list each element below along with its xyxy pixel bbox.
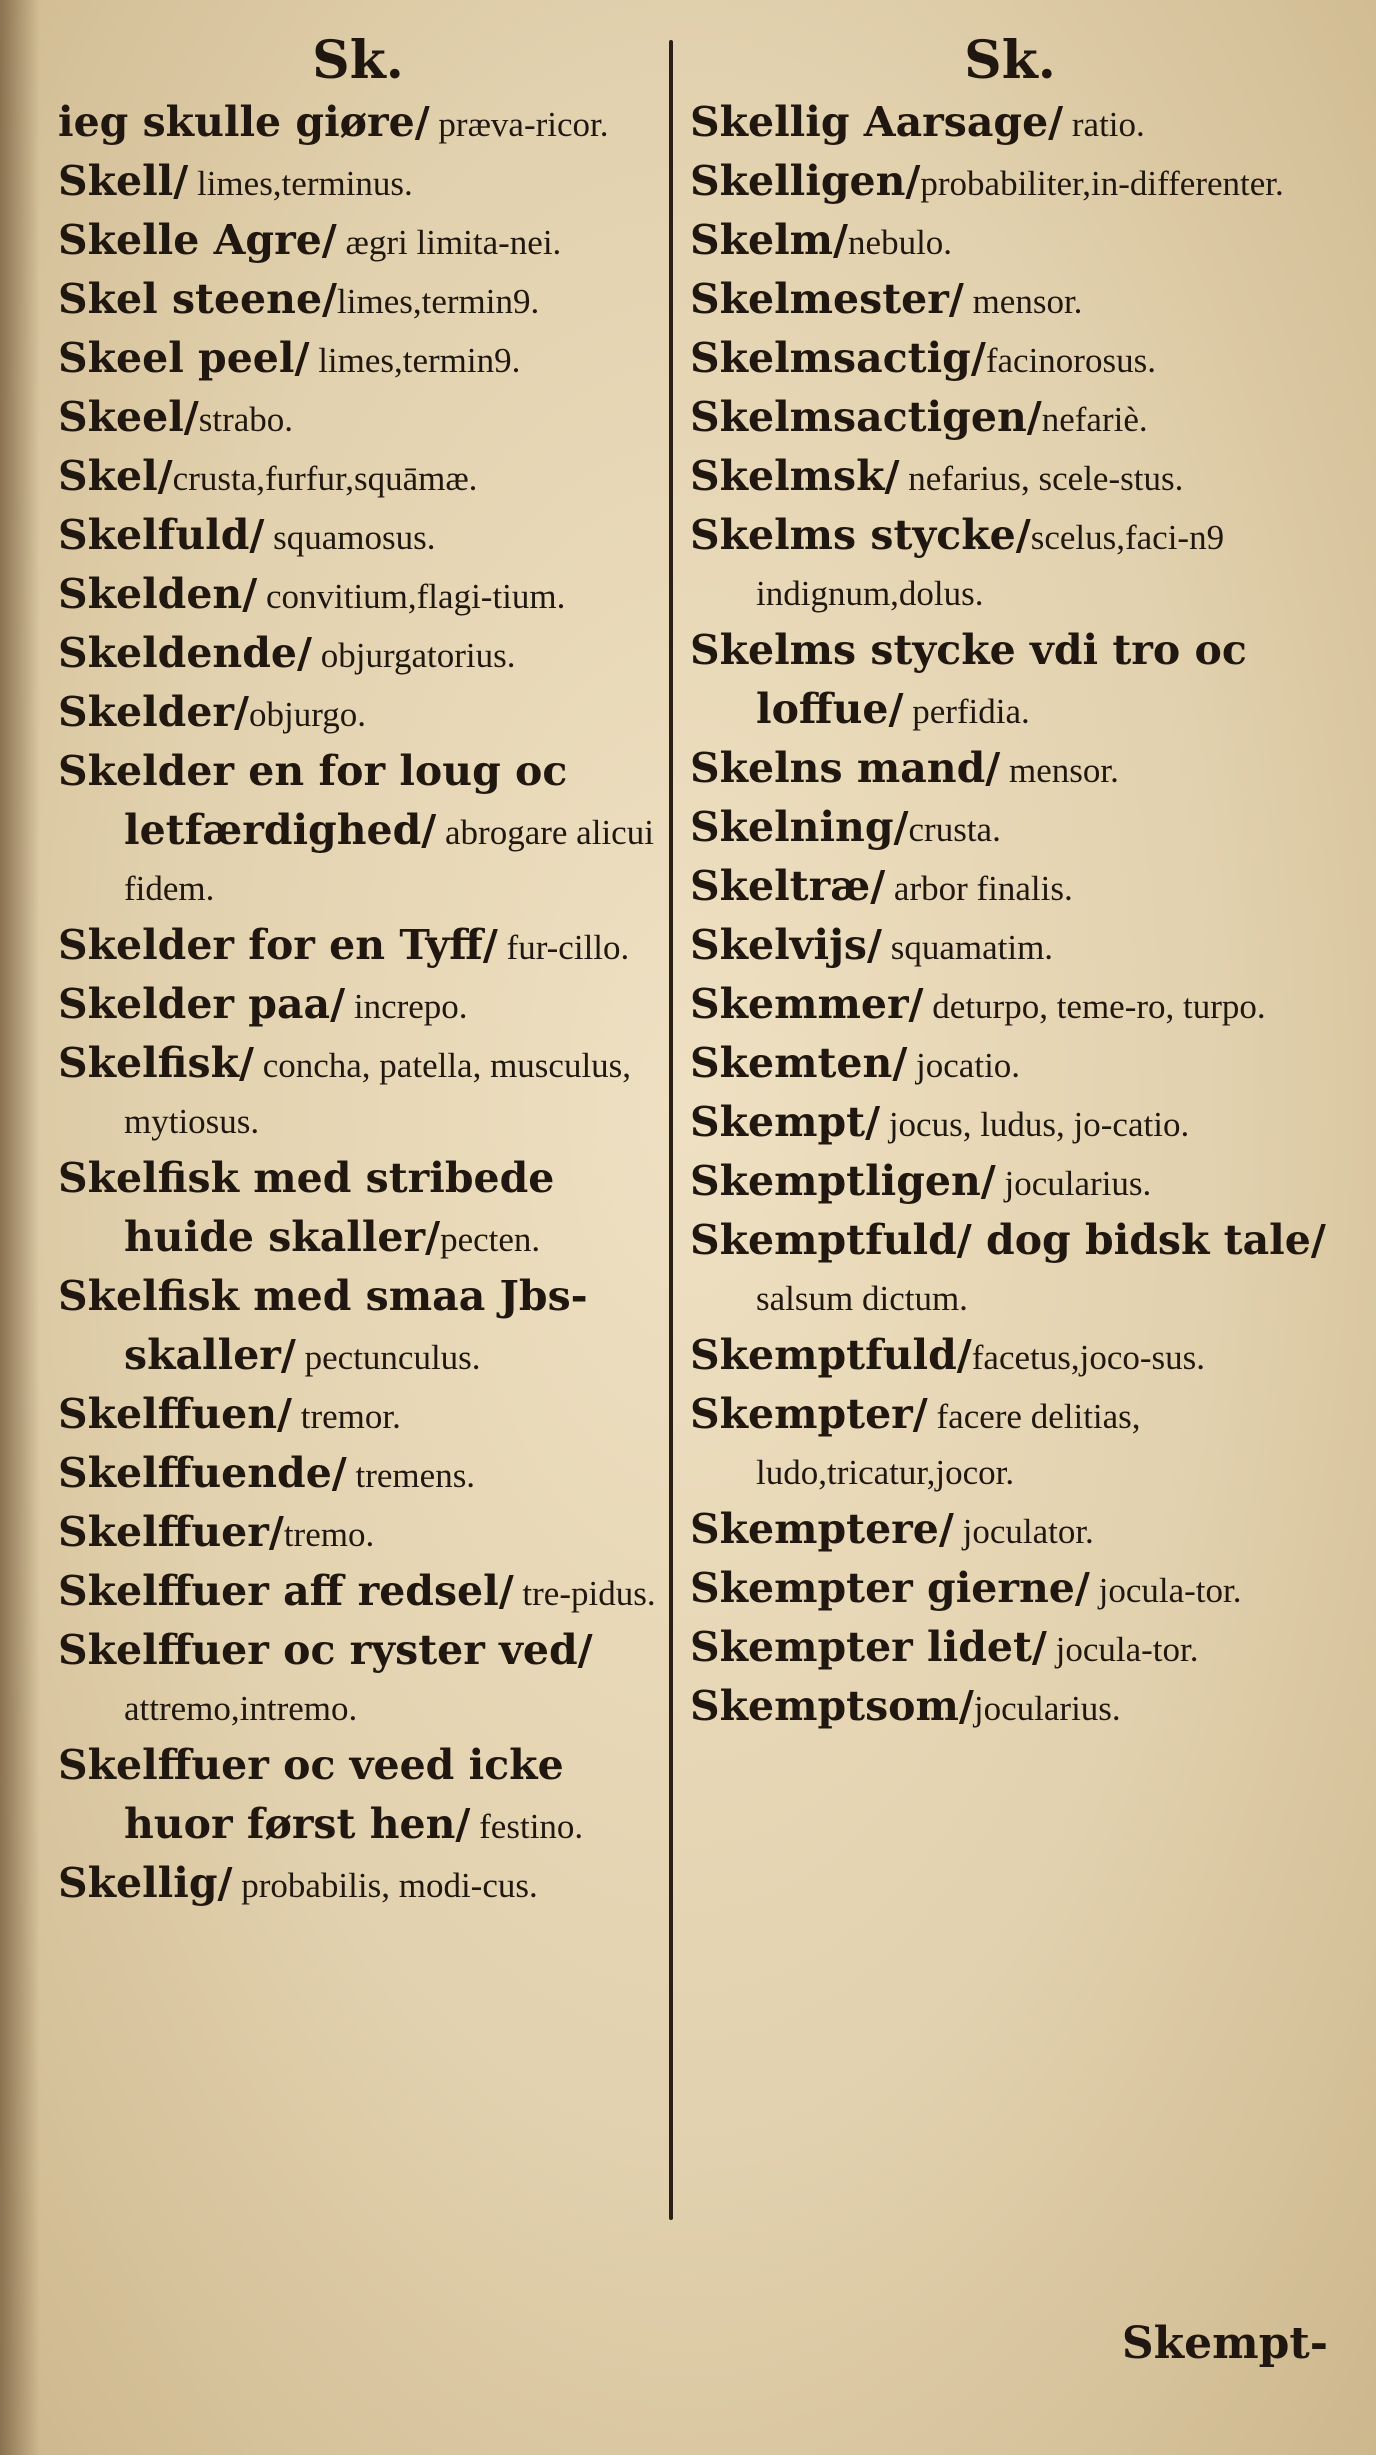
entry-latin: crusta,furfur,squāmæ. [172,459,478,498]
entry-latin: facetus,joco-sus. [971,1338,1206,1377]
entry-latin: probabiliter,in-differenter. [920,164,1284,203]
dictionary-entry [58,743,658,917]
dictionary-entry [58,976,658,1035]
entry-headword: Skelligen/ [690,157,921,205]
entry-latin: facinorosus. [985,341,1156,380]
entry-headword: Skelmester/ [690,275,964,323]
entry-headword: Skelms stycke/ [690,511,1031,559]
entry-headword: Skemptere/ [690,1505,954,1553]
entry-headword: Skempter lidet/ [690,1623,1047,1671]
entry-headword: Skemten/ [690,1039,908,1087]
entry-latin: pecten. [440,1220,541,1259]
entry-latin: tremor. [292,1397,401,1436]
entry-headword: Skel/ [58,452,173,500]
entry-headword: Skempter/ [690,1390,928,1438]
entry-headword: Skellig Aarsage/ [690,98,1064,146]
entry-latin: perfidia. [903,692,1030,731]
entry-latin: tremens. [346,1456,476,1495]
dictionary-entry [690,1153,1330,1212]
entry-headword: Skelffuen/ [58,1390,293,1438]
entry-headword: Skelffuer aff redsel/ [58,1567,514,1615]
entry-headword: Skemptfuld/ [690,1331,972,1379]
entry-latin: festino. [470,1807,584,1846]
entry-latin: attremo,intremo. [124,1689,358,1728]
entry-headword: Skelder en for loug oc letfærdighed/ [58,747,568,854]
entry-headword: Skelder paa/ [58,980,346,1028]
dictionary-entry [58,330,658,389]
right-column [690,30,1330,1737]
dictionary-entry [58,1855,658,1914]
entry-headword: Skelle Agre/ [58,216,337,264]
dictionary-entry [58,625,658,684]
entry-headword: ieg skulle giøre/ [58,98,430,146]
entry-latin: tre-pidus. [513,1574,656,1613]
entry-latin: squamosus. [264,518,436,557]
entry-latin: facere delitias, ludo,tricatur,jocor. [756,1397,1141,1492]
dictionary-entry [690,1501,1330,1560]
dictionary-entry [690,1094,1330,1153]
entry-latin: nebulo. [848,223,953,262]
entry-headword: Skelm/ [690,216,849,264]
entry-latin: abrogare alicui fidem. [124,813,654,908]
entry-headword: Skeel/ [58,393,199,441]
entry-headword: Skellig/ [58,1859,233,1907]
entry-headword: Skempter gierne/ [690,1564,1090,1612]
entry-headword: Skelms stycke vdi tro oc loffue/ [690,626,1247,733]
entry-latin: nefarius, scele-stus. [899,459,1184,498]
dictionary-entry [690,271,1330,330]
dictionary-entry [58,1035,658,1150]
entry-headword: Skell/ [58,157,189,205]
dictionary-entry [58,684,658,743]
entry-latin: salsum dictum. [756,1279,968,1318]
entry-headword: Skemptfuld/ dog bidsk tale/ [690,1216,1326,1264]
dictionary-entry [58,1150,658,1268]
dictionary-entry [58,1268,658,1386]
entry-latin: scelus,faci-n9 indignum,dolus. [756,518,1225,613]
dictionary-entry [690,94,1330,153]
entry-latin: strabo. [198,400,294,439]
dictionary-entry [58,153,658,212]
dictionary-entry [690,1560,1330,1619]
entry-latin: nefariè. [1041,400,1148,439]
entry-headword: Skemmer/ [690,980,924,1028]
dictionary-entry [58,1622,658,1737]
entry-latin: concha, patella, musculus, mytiosus. [124,1046,632,1141]
dictionary-entry [58,917,658,976]
dictionary-entry [690,1327,1330,1386]
right-header: Sk. [964,30,1056,91]
dictionary-entry [58,448,658,507]
entry-headword: Skelfuld/ [58,511,265,559]
entry-latin: ægri limita-nei. [336,223,562,262]
entry-latin: ratio. [1063,105,1145,144]
dictionary-entry [690,976,1330,1035]
entry-headword: Skelmsactigen/ [690,393,1042,441]
entry-latin: limes,terminus. [188,164,413,203]
entry-headword: Skeldende/ [58,629,312,677]
dictionary-entry [690,858,1330,917]
entry-headword: Skelffuer oc veed icke huor først hen/ [58,1741,564,1848]
entry-latin: convitium,flagi-tium. [257,577,566,616]
entry-latin: increpo. [345,987,468,1026]
entry-latin: jocula-tor. [1046,1630,1199,1669]
entry-latin: crusta. [908,810,1001,849]
dictionary-entry [58,1563,658,1622]
entry-latin: limes,termin9. [337,282,540,321]
dictionary-entry [690,622,1330,740]
dictionary-entry [690,799,1330,858]
dictionary-entry [690,448,1330,507]
dictionary-entry [58,507,658,566]
entry-headword: Skelvijs/ [690,921,882,969]
entry-headword: Skel steene/ [58,275,338,323]
dictionary-entry [690,740,1330,799]
left-header: Sk. [312,30,404,91]
dictionary-entry [58,1445,658,1504]
catchword: Skempt- [1121,2318,1328,2369]
entry-latin: squamatim. [881,928,1054,967]
entry-headword: Skelfisk/ [58,1039,254,1087]
dictionary-entry [58,1386,658,1445]
entry-headword: Skemptligen/ [690,1157,996,1205]
dictionary-entry [690,507,1330,622]
column-divider [669,40,673,2220]
dictionary-entry [690,1386,1330,1501]
entry-latin: jocatio. [907,1046,1021,1085]
entry-latin: limes,termin9. [309,341,521,380]
entry-headword: Skelden/ [58,570,258,618]
dictionary-entry [690,1212,1330,1327]
entry-headword: Skelder for en Tyff/ [58,921,498,969]
entry-headword: Skelffuer/ [58,1508,284,1556]
dictionary-entry [58,389,658,448]
entry-headword: Skelfisk med stribede huide skaller/ [58,1154,555,1261]
dictionary-entry [58,1504,658,1563]
entry-latin: fur-cillo. [497,928,630,967]
dictionary-entry [690,389,1330,448]
entry-headword: Skelffuende/ [58,1449,347,1497]
entry-latin: joculator. [953,1512,1094,1551]
dictionary-entry [690,153,1330,212]
right-entry-list [690,94,1330,1737]
left-entry-list [58,94,658,1914]
entry-headword: Skelmsk/ [690,452,900,500]
dictionary-entry [58,212,658,271]
entry-latin: præva-ricor. [429,105,609,144]
dictionary-entry [58,1737,658,1855]
dictionary-entry [690,1035,1330,1094]
entry-latin: objurgatorius. [311,636,516,675]
entry-latin: pectunculus. [295,1338,481,1377]
entry-headword: Skeltræ/ [690,862,886,910]
entry-headword: Skeel peel/ [58,334,310,382]
entry-headword: Skelmsactig/ [690,334,986,382]
dictionary-entry [690,1678,1330,1737]
page-edge [0,0,40,2455]
entry-latin: tremo. [283,1515,375,1554]
dictionary-entry [58,566,658,625]
entry-latin: arbor finalis. [885,869,1073,908]
entry-headword: Skelning/ [690,803,909,851]
entry-latin: jocula-tor. [1089,1571,1242,1610]
dictionary-entry [690,1619,1330,1678]
entry-headword: Skelffuer oc ryster ved/ [58,1626,593,1674]
left-column [58,30,658,1914]
entry-latin: jocularius. [995,1164,1152,1203]
entry-headword: Skelns mand/ [690,744,1001,792]
dictionary-entry [690,330,1330,389]
entry-latin: probabilis, modi-cus. [232,1866,538,1905]
dictionary-entry [690,212,1330,271]
entry-headword: Skelfisk med smaa Jbs-skaller/ [58,1272,588,1379]
entry-latin: jocularius. [973,1689,1121,1728]
dictionary-entry [58,271,658,330]
entry-headword: Skelder/ [58,688,250,736]
entry-latin: mensor. [1000,751,1119,790]
entry-headword: Skemptsom/ [690,1682,974,1730]
entry-headword: Skempt/ [690,1098,881,1146]
entry-latin: objurgo. [249,695,367,734]
dictionary-entry [58,94,658,153]
entry-latin: mensor. [963,282,1083,321]
dictionary-entry [690,917,1330,976]
entry-latin: jocus, ludus, jo-catio. [880,1105,1190,1144]
entry-latin: deturpo, teme-ro, turpo. [923,987,1266,1026]
